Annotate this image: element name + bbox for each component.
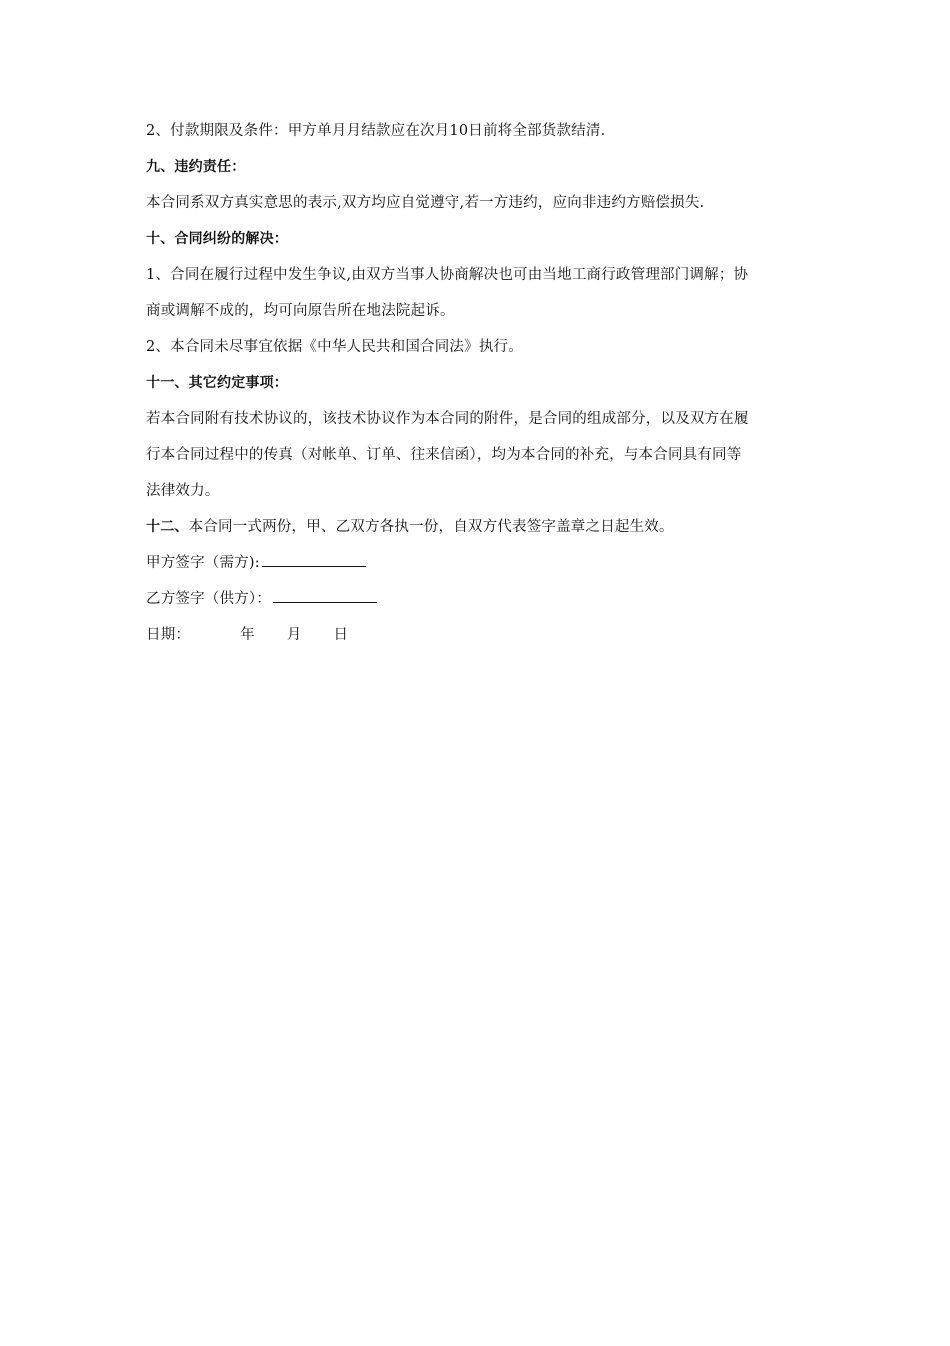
date-year-label: 年 (240, 627, 255, 643)
party-a-signature-label: 甲方签字（需方): (146, 555, 260, 571)
section-12 (146, 509, 806, 545)
section-11-line-3: 法律效力。 (146, 483, 220, 499)
section-10-item-1-line-1: 1、合同在履行过程中发生争议,由双方当事人协商解决也可由当地工商行政管理部门调解；协 (146, 267, 749, 283)
party-b-signature-row (146, 581, 806, 617)
date-row (146, 617, 806, 653)
party-b-signature-line (273, 588, 377, 603)
section-11-line-1: 若本合同附有技术协议的，该技术协议作为本合同的附件，是合同的组成部分，以及双方在履 (146, 411, 749, 427)
section-12-text: 本合同一式两份，甲、乙双方各执一份，自双方代表签字盖章之日起生效。 (188, 519, 674, 535)
section-10-item-2: 2、本合同未尽事宜依据《中华人民共和国合同法》执行。 (146, 339, 523, 355)
section-12-heading: 十二、 (146, 519, 189, 535)
section-11-heading: 十一、其它约定事项： (146, 375, 288, 391)
party-b-signature-label: 乙方签字（供方）： (146, 591, 272, 607)
section-11-line-2: 行本合同过程中的传真（对帐单、订单、往来信函），均为本合同的补充，与本合同具有同等 (146, 447, 742, 463)
section-9-heading: 九、违约责任： (146, 159, 246, 175)
payment-terms-clause: 2、付款期限及条件：甲方单月月结款应在次月10日前将全部货款结清. (146, 123, 606, 139)
section-10-item-1-line-2: 商或调解不成的，均可向原告所在地法院起诉。 (146, 303, 455, 319)
date-label: 日期： (146, 627, 191, 643)
party-a-signature-row (146, 545, 806, 581)
party-a-signature-line (262, 552, 366, 567)
contract-body (146, 113, 806, 653)
section-9-text: 本合同系双方真实意思的表示,双方均应自觉遵守,若一方违约，应向非违约方赔偿损失. (146, 195, 705, 211)
date-day-label: 日 (333, 627, 349, 643)
section-10-heading: 十、合同纠纷的解决： (146, 231, 288, 247)
date-month-label: 月 (286, 627, 302, 643)
